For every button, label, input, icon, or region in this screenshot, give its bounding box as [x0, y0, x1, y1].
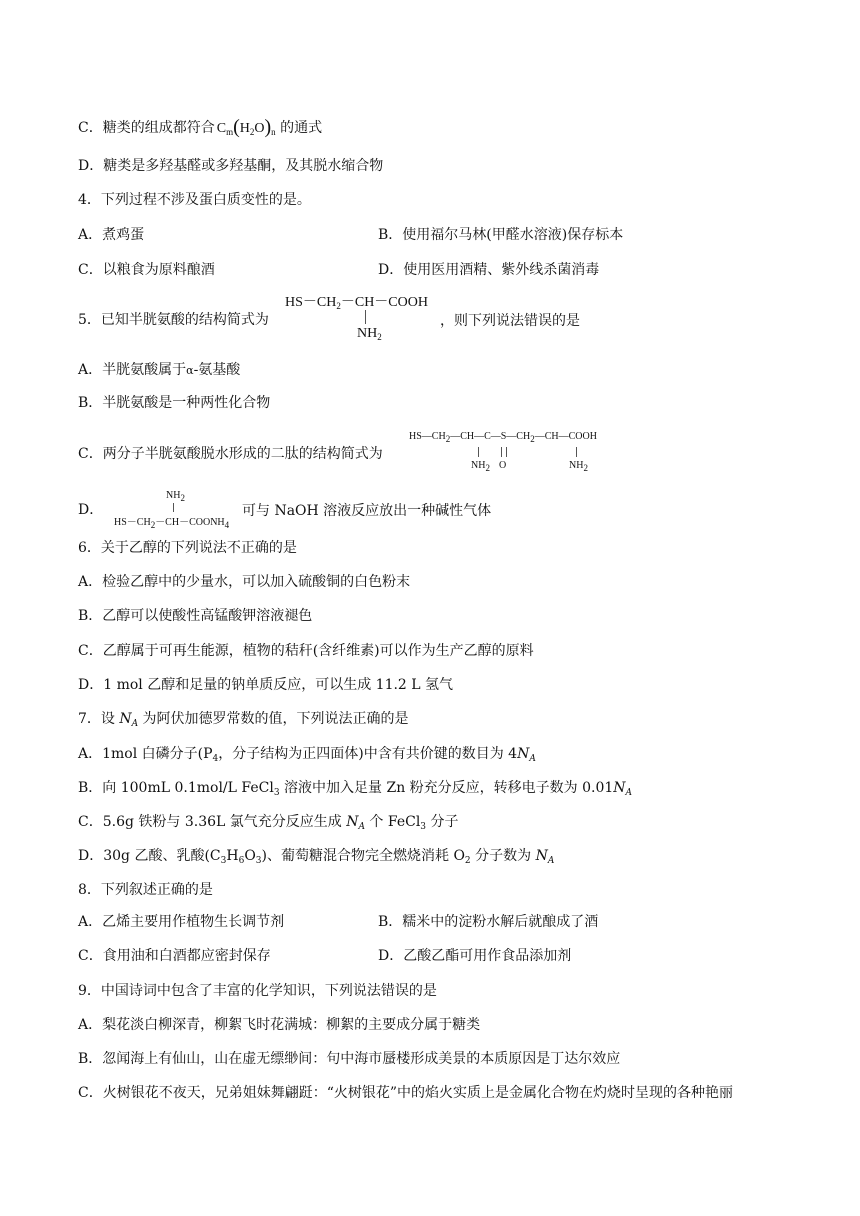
bond-line [478, 447, 479, 457]
ammonium-salt-formula: $HS-CH_2-CH-COONH_4$ [114, 517, 230, 530]
option-5c: C．两分子半胱氨酸脱水形成的二肽的结构简式为 [78, 446, 383, 462]
question-7-stem: 7．设 $N_A$ 为阿伏加德罗常数的值，下列说法正确的是 [78, 711, 409, 729]
option-9c: C．火树银花不夜天，兄弟姐妹舞翩跹：“火树银花”中的焰火实质上是金属化合物在灼烧时呈现的各种艳丽 [78, 1085, 734, 1101]
question-5-stem-post: ，则下列说法错误的是 [440, 313, 580, 329]
option-4d: D．使用医用酒精、紫外线杀菌消毒 [378, 262, 600, 278]
option-5d-label: D． [78, 502, 104, 518]
option-8c: C．食用油和白酒都应密封保存 [78, 948, 271, 964]
option-8a: A．乙烯主要用作植物生长调节剂 [78, 914, 285, 930]
question-4-stem: 4．下列过程不涉及蛋白质变性的是。 [78, 192, 311, 208]
cysteine-amino-group: $NH_2$ [357, 326, 382, 342]
option-6d: D．1 mol 乙醇和足量的钠单质反应，可以生成 11.2 L 氢气 [78, 677, 454, 693]
question-5-stem-pre: 5．已知半胱氨酸的结构简式为 [78, 312, 269, 328]
option-9a: A．梨花淡白柳深青，柳絮飞时花满城：柳絮的主要成分属于糖类 [78, 1017, 481, 1033]
option-6b: B．乙醇可以使酸性高锰酸钾溶液褪色 [78, 608, 313, 624]
option-9b: B．忽闻海上有仙山，山在虚无缥缈间：句中海市蜃楼形成美景的本质原因是丁达尔效应 [78, 1051, 621, 1067]
dipeptide-amino-group: $NH_2$ [569, 460, 588, 473]
bond-line [365, 310, 366, 324]
dipeptide-amino-group: $NH_2$ [471, 460, 490, 473]
option-4c: C．以粮食为原料酿酒 [78, 262, 215, 278]
cysteine-formula: $HS-CH_2-CH-COOH$ [285, 295, 428, 311]
option-8b: B．糯米中的淀粉水解后就酿成了酒 [378, 914, 599, 930]
option-5d-text: 可与 NaOH 溶液反应放出一种碱性气体 [242, 503, 492, 519]
option-4b: B．使用福尔马林(甲醛水溶液)保存标本 [378, 227, 624, 243]
double-bond-line [501, 447, 507, 457]
option-7c: C．5.6g 铁粉与 3.36L 氯气充分反应生成 $N_A$ 个 FeCl$_3$ 分子 [78, 814, 459, 832]
option-7d: D．30g 乙酸、乳酸$(C_3H_6O_3)$、葡萄糖混合物完全燃烧消耗 $O_2$ 分子数为 $N_A$ [78, 848, 555, 866]
bond-line [576, 447, 577, 457]
option-5b: B．半胱氨酸是一种两性化合物 [78, 395, 271, 411]
option-7a: A．1mol 白磷分子($P_4$，分子结构为正四面体)中含有共价键的数目为 $4N_A$ [78, 746, 536, 764]
option-3d: D．糖类是多羟基醛或多羟基酮，及其脱水缩合物 [78, 158, 384, 174]
question-8-stem: 8．下列叙述正确的是 [78, 882, 213, 898]
ammonium-salt-amino-group: $NH_2$ [166, 490, 185, 503]
option-4a: A．煮鸡蛋 [78, 227, 145, 243]
dipeptide-formula: $HS—CH_2—CH—C—S—CH_2—CH—COOH$ [409, 431, 597, 444]
question-6-stem: 6．关于乙醇的下列说法不正确的是 [78, 540, 297, 556]
question-9-stem: 9．中国诗词中包含了丰富的化学知识，下列说法错误的是 [78, 983, 437, 999]
option-8d: D．乙酸乙酯可用作食品添加剂 [378, 948, 572, 964]
dipeptide-carbonyl-o: O [499, 460, 507, 471]
option-7b: B．向 100mL 0.1mol/L FeCl$_3$ 溶液中加入足量 Zn 粉充分反应，转移电子数为 $0.01N_A$ [78, 780, 633, 798]
bond-line [173, 503, 174, 512]
option-3c: C．糖类的组成都符合 $C_m(H_2O)_n$ 的通式 [78, 116, 323, 138]
option-6a: A．检验乙醇中的少量水，可以加入硫酸铜的白色粉末 [78, 574, 411, 590]
option-6c: C．乙醇属于可再生能源，植物的秸秆(含纤维素)可以作为生产乙醇的原料 [78, 643, 534, 659]
option-5a: A．半胱氨酸属于α-氨基酸 [78, 362, 241, 378]
